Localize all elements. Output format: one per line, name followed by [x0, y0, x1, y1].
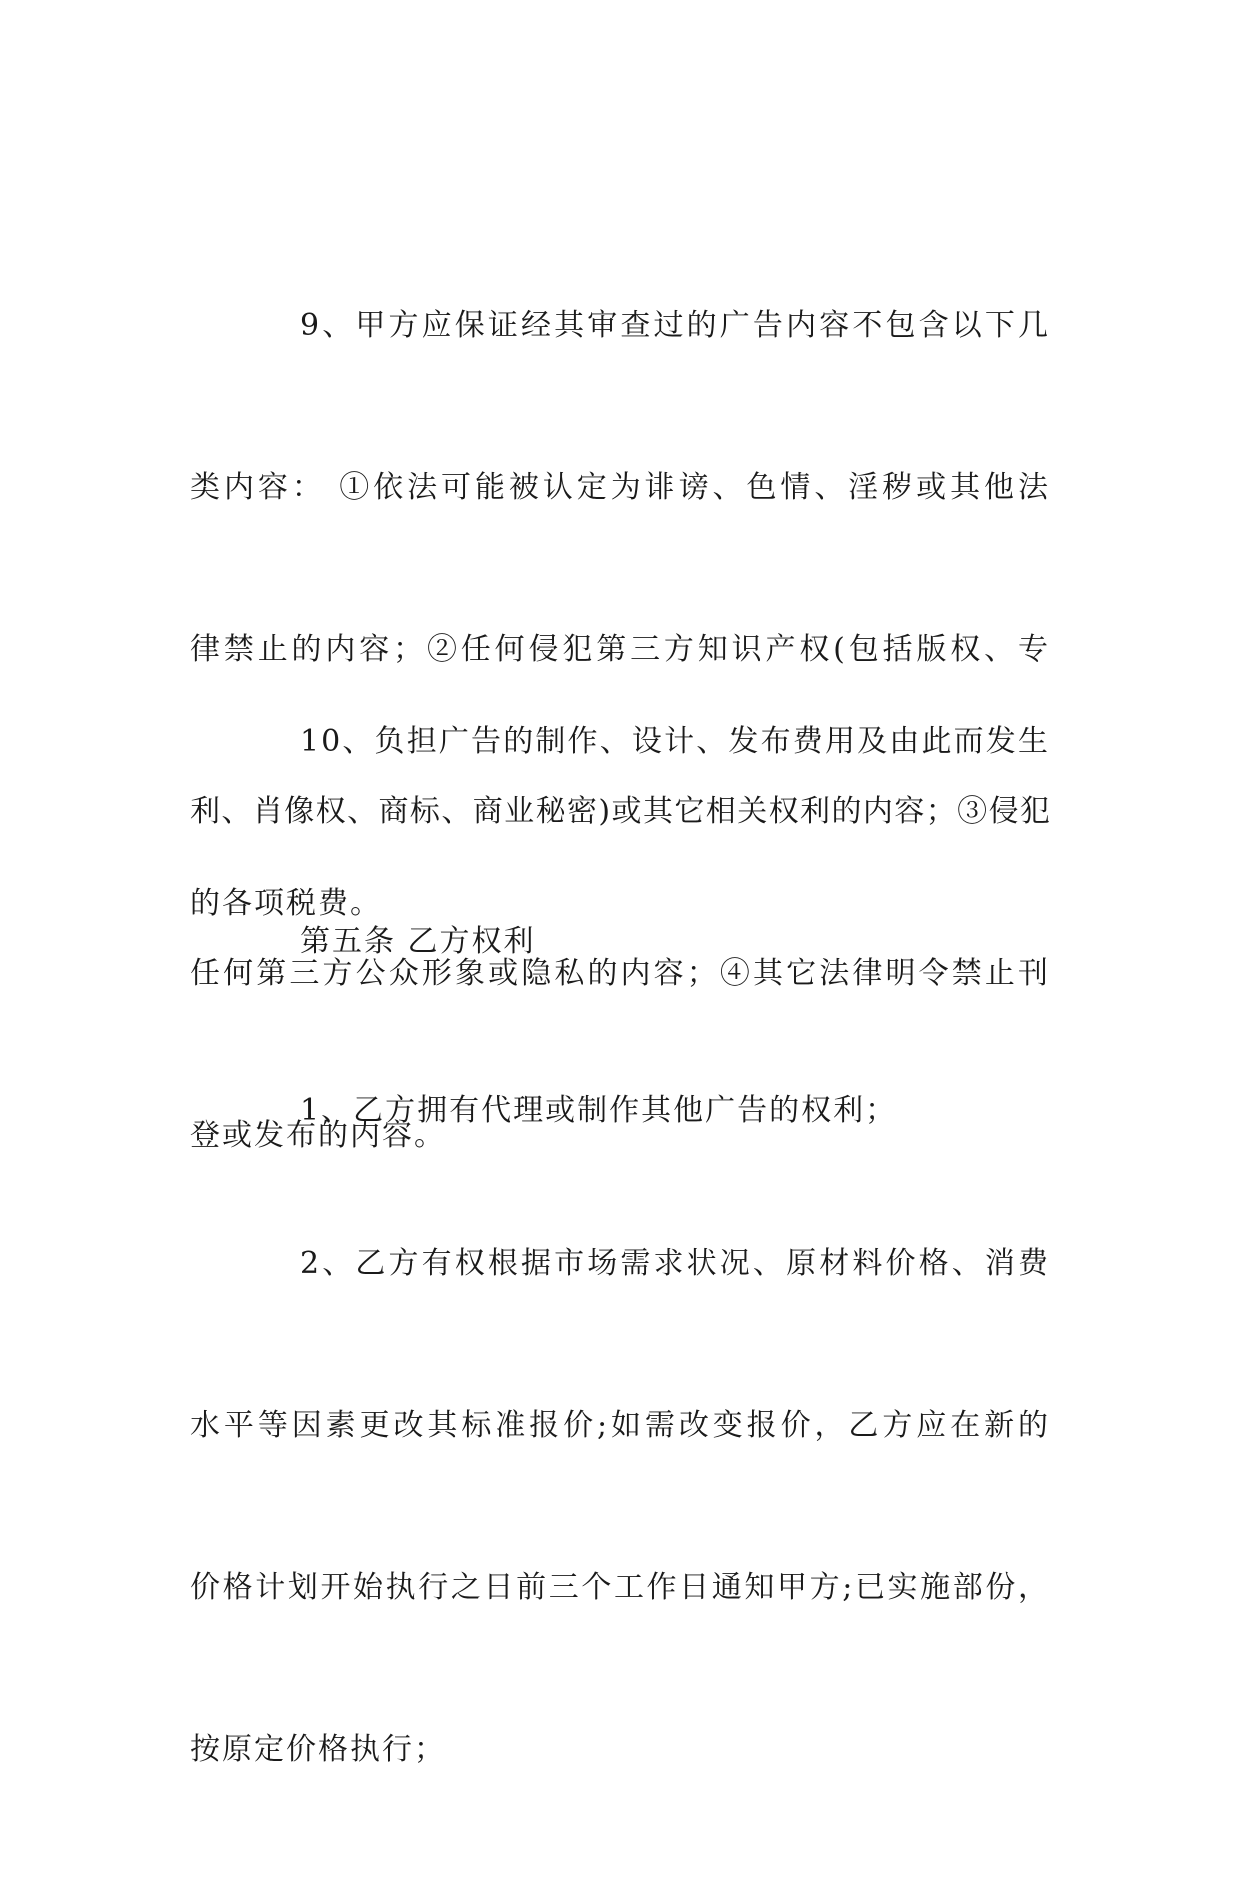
clause-line: 9、甲方应保证经其审查过的广告内容不包含以下几 [300, 308, 1050, 343]
clause-line: 利、肖像权、商标、商业秘密)或其它相关权利的内容；③侵犯 [190, 794, 1050, 829]
article-5-title: 第五条 乙方权利 [300, 924, 536, 959]
clause-line: 任何第三方公众形象或隐私的内容；④其它法律明令禁止刊 [190, 956, 1050, 991]
party-b-item-2 [190, 1129, 1050, 1885]
clause-line: 登或发布的内容。 [190, 1118, 446, 1153]
clause-line: 类内容： ①依法可能被认定为诽谤、色情、淫秽或其他法 [190, 470, 1050, 505]
clause-line: 水平等因素更改其标准报价;如需改变报价，乙方应在新的 [190, 1408, 1050, 1443]
clause-line: 律禁止的内容；②任何侵犯第三方知识产权(包括版权、专 [190, 632, 1050, 667]
clause-line: 10、负担广告的制作、设计、发布费用及由此而发生 [300, 724, 1050, 759]
clause-line: 的各项税费。 [190, 886, 382, 921]
clause-line: 价格计划开始执行之日前三个工作日通知甲方;已实施部份， [190, 1570, 1050, 1605]
clause-line: 1、乙方拥有代理或制作其他广告的权利； [300, 1093, 898, 1128]
clause-line: 按原定价格执行； [190, 1732, 446, 1767]
clause-line: 2、乙方有权根据市场需求状况、原材料价格、消费 [300, 1246, 1050, 1281]
